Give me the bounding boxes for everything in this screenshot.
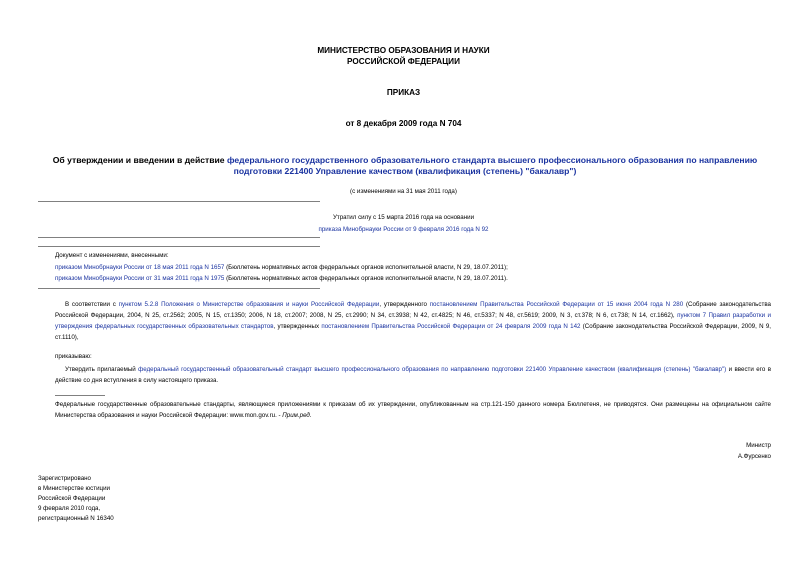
standard-link[interactable]: федерального государственного образовательного стандарта высшего профессионального образования по направлению — [226, 155, 758, 165]
doc-title-line2 — [25, 166, 785, 178]
changes-item — [55, 274, 508, 285]
changes-heading: Документ с изменениями, внесенными: — [55, 252, 169, 259]
change-source: (Бюллетень нормативных актов федеральных органов исполнительной власти, N 29, 18.07.2011). — [224, 275, 508, 282]
registration-line: Российской Федерации — [38, 495, 106, 502]
ministry-name-line2: РОССИЙСКОЙ ФЕДЕРАЦИИ — [347, 57, 460, 66]
signature-name: А.Фурсенко — [737, 453, 771, 460]
resolution-280-link[interactable]: постановлением Правительства Российской Федерации от 15 июня 2004 года N 280 — [429, 301, 684, 308]
signature-role: Министр — [746, 442, 771, 449]
editor-note: Прим.ред. — [282, 412, 312, 419]
standard-link-cont[interactable]: подготовки 221400 Управление качеством (квалификация (степень) "бакалавр") — [233, 166, 577, 176]
expiry-line1: Утратил силу с 15 марта 2016 года на основании — [332, 214, 475, 221]
registration-line: регистрационный N 16340 — [38, 515, 114, 522]
expiry-order-link[interactable]: приказа Минобрнауки России от 9 февраля 2016 года N 92 — [318, 226, 489, 233]
resolution-142-link[interactable]: постановлением Правительства Российской Федерации от 24 февраля 2009 года N 142 — [321, 323, 581, 330]
registration-line: в Министерстве юстиции — [38, 485, 111, 492]
footnote: Федеральные государственные образовательные стандарты, являющиеся приложениями к приказам об их утверждении, опубликованным на стр.121-150 данного номера Бюллетеня, не приводятся. Они размещены на официальном сайте Министерства образования и науки Российской Федерации: www.mon.gov.ru. - Прим.ред. — [55, 401, 771, 419]
registration-line: 9 февраля 2010 года, — [38, 505, 101, 512]
divider — [38, 237, 320, 238]
preamble-paragraph: В соответствии с пунктом 5.2.8 Положения о Министерстве образования и науки Российской Федерации, утвержденного постановлением Правительства Российской Федерации от 15 июня 2004 года N 280 (Собрание законодательства Российской Федерации, 2004, N 25, ст.2562; 2005, N 15, ст.1350; 2006, N 18, ст.2007; 2008, N 25, ст.2990; N 34, ст.3938; N 42, ст.4825; N 46, ст.5337; N 48, ст.5619; 2009, N 3, ст.378; N 6, ст.738; N 14, ст.1662), пунктом 7 Правил разработки и утверждения федеральных государственных образовательных стандартов, утвержденных постановлением Правительства Российской Федерации от 24 февраля 2009 года N 142 (Собрание законодательства Российской Федерации, 2009, N 9, ст.1110), — [55, 301, 771, 341]
divider — [38, 246, 320, 247]
change-order-link[interactable]: приказом Минобрнауки России от 18 мая 2011 года N 1657 — [55, 264, 225, 271]
approve-paragraph: Утвердить прилагаемый федеральный государственный образовательный стандарт высшего профессионального образования по направлению подготовки 221400 Управление качеством (квалификация (степень) "бакалавр") и ввести его в действие со дня вступления в силу настоящего приказа. — [55, 366, 771, 384]
expiry-link — [0, 225, 807, 236]
change-order-link[interactable]: приказом Минобрнауки России от 31 мая 2011 года N 1975 — [55, 275, 225, 282]
order-word: приказываю: — [55, 353, 92, 360]
amendments-note: (с изменениями на 31 мая 2011 года) — [350, 188, 457, 195]
footnote-divider — [55, 395, 105, 396]
standard-approve-link[interactable]: федеральный государственный образовательный стандарт высшего профессионального образования по направлению подготовки 221400 Управление качеством (квалификация (степень) "бакалавр") — [138, 366, 727, 373]
ministry-name-line1: МИНИСТЕРСТВО ОБРАЗОВАНИЯ И НАУКИ — [317, 46, 490, 55]
title-prefix: Об утверждении и введении в действие — [52, 155, 227, 165]
doc-date: от 8 декабря 2009 года N 704 — [345, 119, 462, 128]
change-source: (Бюллетень нормативных актов федеральных органов исполнительной власти, N 29, 18.07.2011); — [224, 264, 508, 271]
changes-item — [55, 263, 508, 274]
doc-type: ПРИКАЗ — [386, 88, 421, 97]
divider — [38, 201, 320, 202]
regulation-link[interactable]: пунктом 5.2.8 Положения о Министерстве образования и науки Российской Федерации — [118, 301, 380, 308]
doc-title — [25, 155, 785, 167]
registration-line: Зарегистрировано — [38, 475, 91, 482]
divider — [38, 288, 320, 289]
rules-link[interactable]: пунктом 7 Правил разработки и утверждения федеральных государственных образовательных стандартов — [55, 312, 771, 330]
